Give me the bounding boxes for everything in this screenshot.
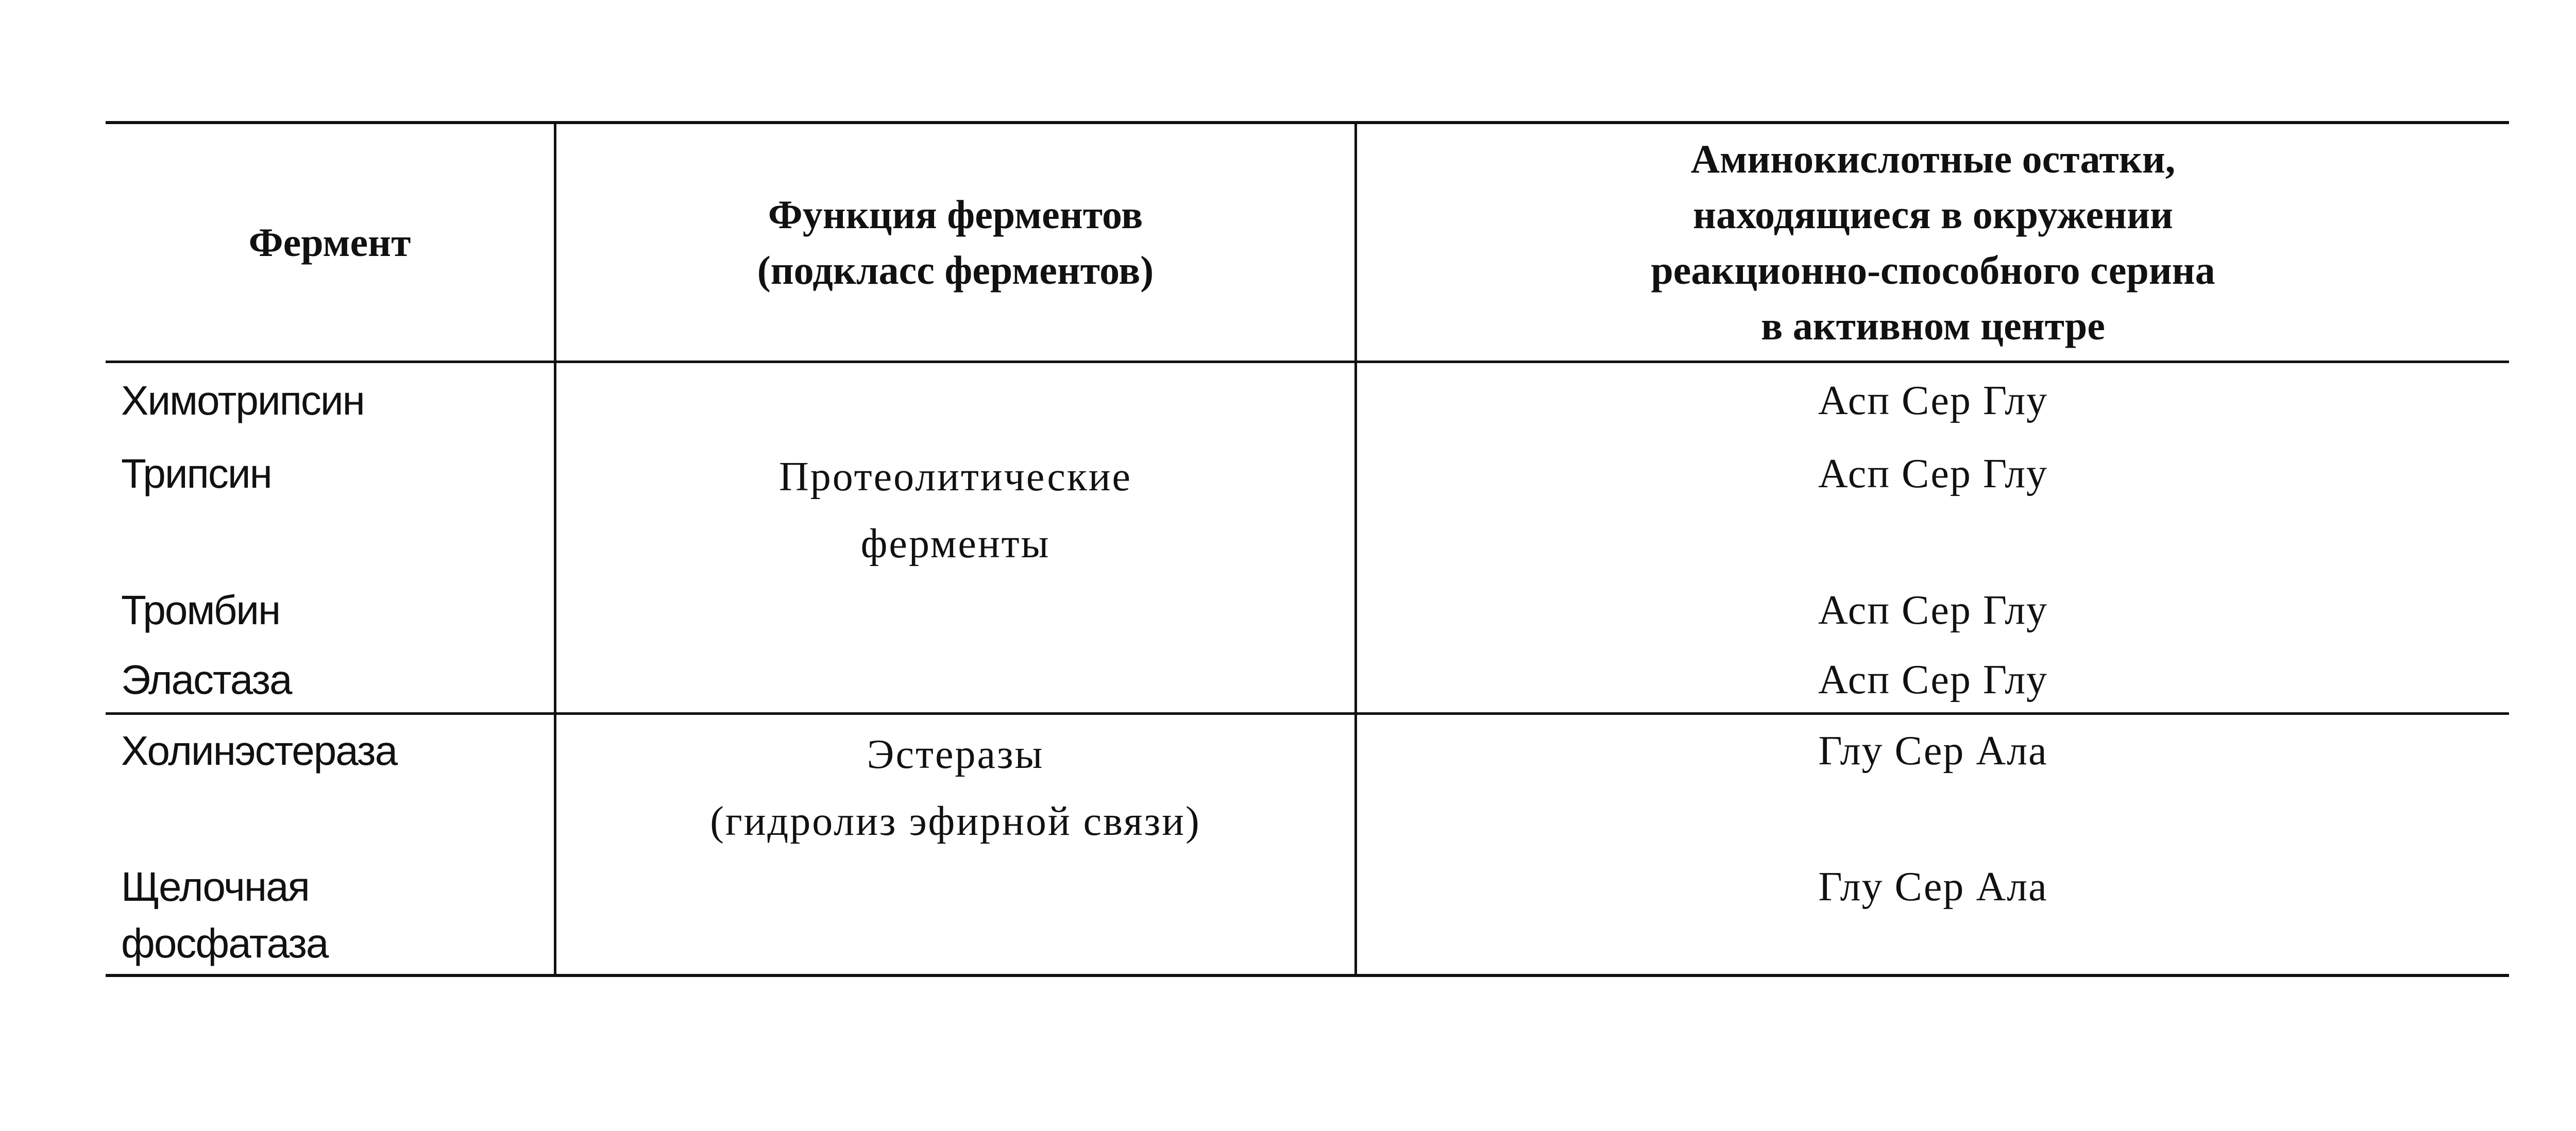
function-esterases-line2: (гидролиз эфирной связи) [710,799,1201,844]
header-residues-line2: находящиеся в окружении [1693,192,2173,237]
header-function-line1: Функция ферментов [768,192,1143,237]
header-enzyme [106,124,554,361]
header-function-line2: (подкласс ферментов) [757,247,1154,293]
header-enzyme-label: Фермент [248,219,411,265]
header-bottom-rule [106,361,2509,363]
enzyme-chymotrypsin: Химотрипсин [121,378,364,423]
enzyme-elastase: Эластаза [121,657,292,702]
function-esterases-line1: Эстеразы [867,732,1044,777]
residues-chymotrypsin: Асп Сер Глу [1818,378,2048,423]
residues-cholinesterase: Глу Сер Ала [1818,728,2048,774]
group-separator-rule [106,712,2509,715]
function-proteolytic-line2: ферменты [860,521,1050,567]
function-proteolytic [556,443,1354,577]
enzyme-alkaline-phosphatase-line1: Щелочная [121,864,309,910]
function-esterases [556,721,1354,855]
enzyme-trypsin: Трипсин [121,451,272,496]
header-residues-line1: Аминокислотные остатки, [1690,136,2176,181]
enzyme-alkaline-phosphatase-line2: фосфатаза [121,920,328,966]
header-function [556,124,1354,361]
enzyme-cholinesterase: Холинэстераза [121,728,397,774]
residues-elastase: Асп Сер Глу [1818,657,2048,702]
table-bottom-rule [106,974,2509,977]
enzyme-thrombin: Тромбин [121,587,280,633]
residues-thrombin: Асп Сер Глу [1818,588,2048,633]
function-proteolytic-line1: Протеолитические [778,454,1132,500]
header-residues [1357,124,2509,361]
residues-trypsin: Асп Сер Глу [1818,451,2048,496]
header-residues-line4: в активном центре [1761,303,2105,348]
header-residues-line3: реакционно-способного серина [1651,247,2215,293]
residues-alkaline-phosphatase: Глу Сер Ала [1818,864,2048,910]
enzyme-alkaline-phosphatase [121,859,328,972]
